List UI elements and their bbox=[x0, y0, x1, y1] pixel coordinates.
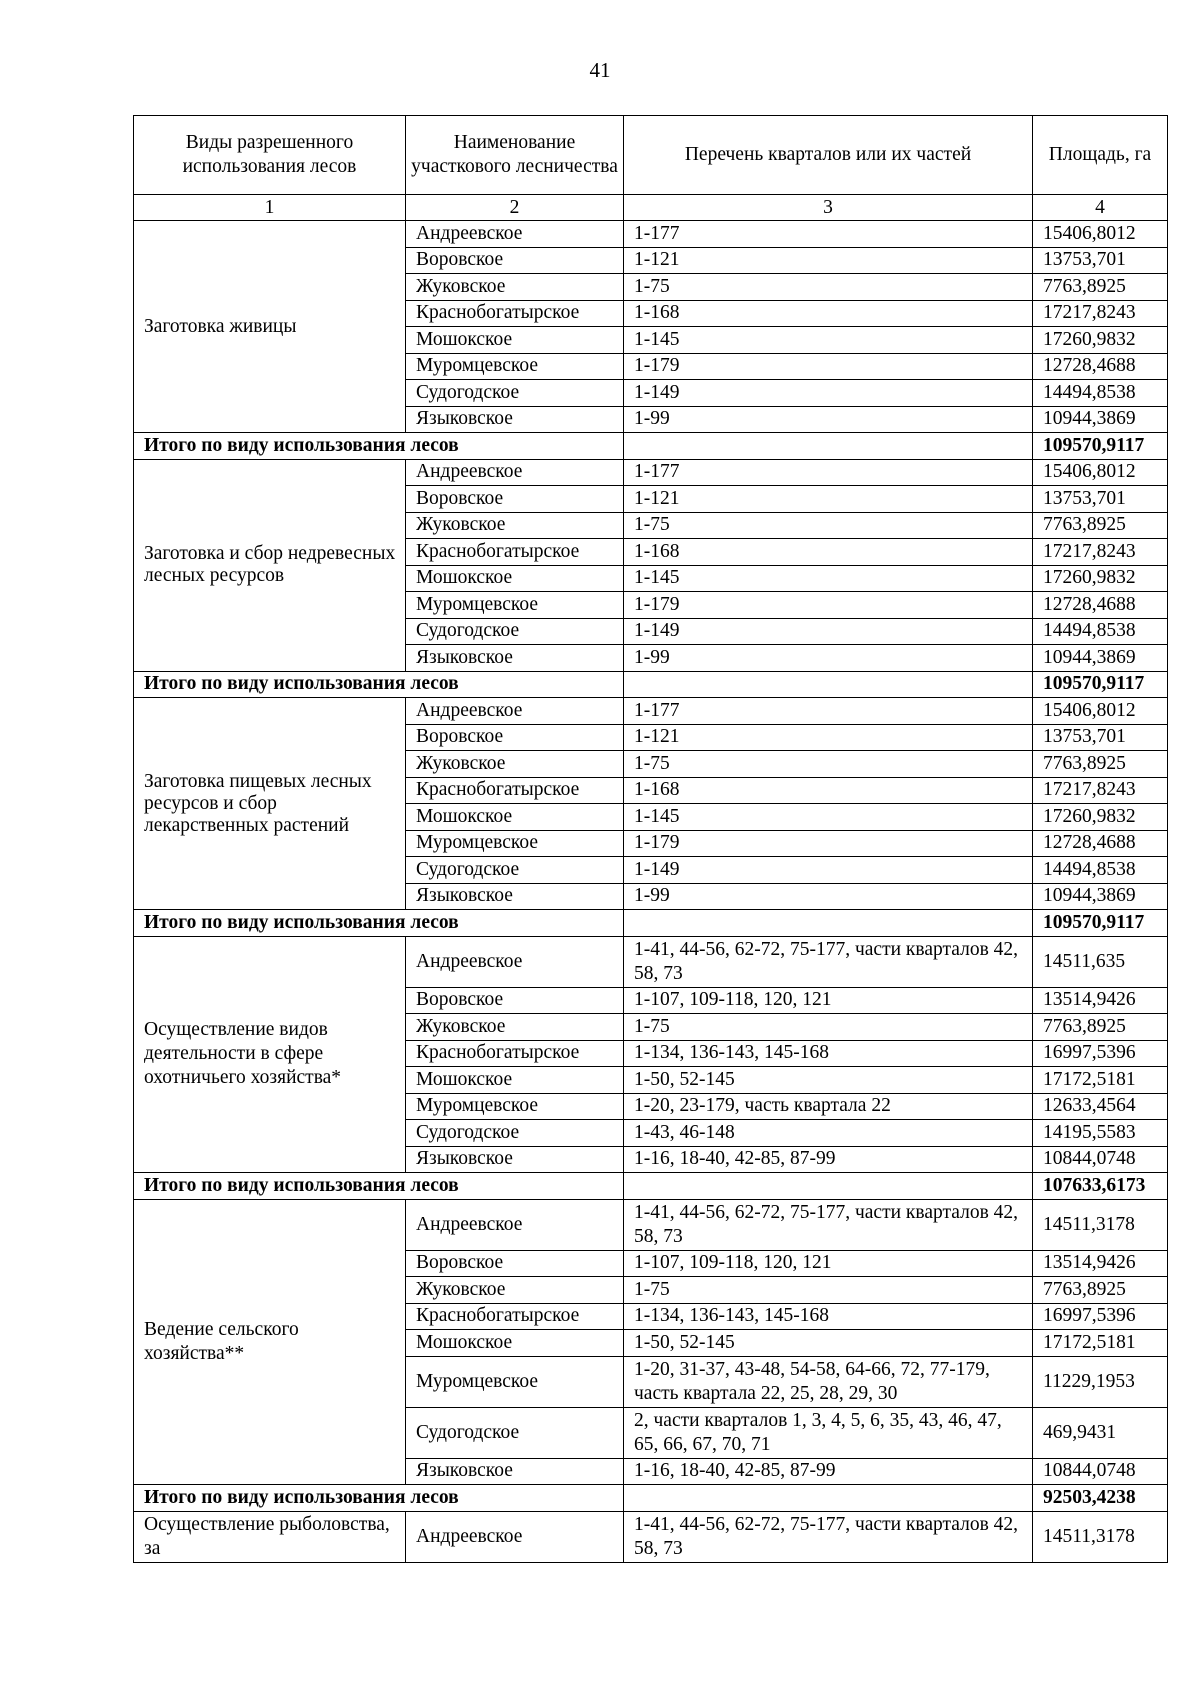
area-cell: 15406,8012 bbox=[1033, 698, 1168, 725]
total-row bbox=[134, 910, 1168, 937]
forestry-cell: Муромцевское bbox=[406, 1093, 624, 1120]
quarters-cell: 1-50, 52-145 bbox=[624, 1067, 1033, 1094]
quarters-cell: 1-20, 23-179, часть квартала 22 bbox=[624, 1093, 1033, 1120]
area-cell: 14195,5583 bbox=[1033, 1120, 1168, 1147]
quarters-cell: 1-149 bbox=[624, 380, 1033, 407]
total-label: Итого по виду использования лесов bbox=[134, 671, 624, 698]
area-cell: 7763,8925 bbox=[1033, 1014, 1168, 1041]
forestry-cell: Судогодское bbox=[406, 380, 624, 407]
quarters-cell: 1-177 bbox=[624, 459, 1033, 486]
total-row bbox=[134, 433, 1168, 460]
header-kind: Виды разрешенного использования лесов bbox=[134, 116, 406, 195]
total-empty-cell bbox=[624, 1485, 1033, 1512]
area-cell: 17172,5181 bbox=[1033, 1330, 1168, 1357]
forestry-cell: Судогодское bbox=[406, 1407, 624, 1458]
column-number-row bbox=[134, 195, 1168, 221]
quarters-cell: 1-134, 136-143, 145-168 bbox=[624, 1303, 1033, 1330]
table-row bbox=[134, 1199, 1168, 1250]
area-cell: 15406,8012 bbox=[1033, 459, 1168, 486]
quarters-cell: 1-75 bbox=[624, 1014, 1033, 1041]
quarters-cell: 1-177 bbox=[624, 221, 1033, 248]
use-kind-cell: Осуществление рыболовства, за bbox=[134, 1511, 406, 1562]
quarters-cell: 1-99 bbox=[624, 645, 1033, 672]
area-cell: 7763,8925 bbox=[1033, 274, 1168, 301]
total-label: Итого по виду использования лесов bbox=[134, 1485, 624, 1512]
quarters-cell: 1-168 bbox=[624, 300, 1033, 327]
forestry-cell: Краснобогатырское bbox=[406, 539, 624, 566]
quarters-cell: 1-145 bbox=[624, 327, 1033, 354]
area-cell: 17217,8243 bbox=[1033, 539, 1168, 566]
column-number: 4 bbox=[1033, 195, 1168, 221]
total-label: Итого по виду использования лесов bbox=[134, 433, 624, 460]
area-cell: 17260,9832 bbox=[1033, 565, 1168, 592]
forestry-cell: Андреевское bbox=[406, 221, 624, 248]
area-cell: 7763,8925 bbox=[1033, 1277, 1168, 1304]
area-cell: 10944,3869 bbox=[1033, 883, 1168, 910]
area-cell: 16997,5396 bbox=[1033, 1040, 1168, 1067]
forestry-cell: Мошокское bbox=[406, 1067, 624, 1094]
total-value: 107633,6173 bbox=[1033, 1173, 1168, 1200]
area-cell: 13753,701 bbox=[1033, 247, 1168, 274]
column-number: 3 bbox=[624, 195, 1033, 221]
forestry-cell: Мошокское bbox=[406, 565, 624, 592]
forestry-cell: Мошокское bbox=[406, 804, 624, 831]
area-cell: 469,9431 bbox=[1033, 1407, 1168, 1458]
forestry-cell: Краснобогатырское bbox=[406, 300, 624, 327]
table-row bbox=[134, 698, 1168, 725]
forestry-cell: Языковское bbox=[406, 1146, 624, 1173]
area-cell: 13514,9426 bbox=[1033, 987, 1168, 1014]
quarters-cell: 1-50, 52-145 bbox=[624, 1330, 1033, 1357]
quarters-cell: 1-75 bbox=[624, 751, 1033, 778]
area-cell: 10844,0748 bbox=[1033, 1146, 1168, 1173]
area-cell: 14511,3178 bbox=[1033, 1511, 1168, 1562]
forestry-cell: Краснобогатырское bbox=[406, 1303, 624, 1330]
forestry-cell: Воровское bbox=[406, 987, 624, 1014]
forestry-cell: Судогодское bbox=[406, 618, 624, 645]
area-cell: 16997,5396 bbox=[1033, 1303, 1168, 1330]
area-cell: 14494,8538 bbox=[1033, 618, 1168, 645]
forestry-cell: Андреевское bbox=[406, 1511, 624, 1562]
area-cell: 13753,701 bbox=[1033, 724, 1168, 751]
use-kind-cell: Заготовка пищевых лесных ресурсов и сбор лекарственных растений bbox=[134, 698, 406, 910]
forestry-cell: Краснобогатырское bbox=[406, 1040, 624, 1067]
header-quarters: Перечень кварталов или их частей bbox=[624, 116, 1033, 195]
quarters-cell: 1-168 bbox=[624, 777, 1033, 804]
forestry-cell: Языковское bbox=[406, 406, 624, 433]
area-cell: 13753,701 bbox=[1033, 486, 1168, 513]
column-number: 2 bbox=[406, 195, 624, 221]
forestry-cell: Жуковское bbox=[406, 1014, 624, 1041]
quarters-cell: 1-41, 44-56, 62-72, 75-177, части кварталов 42, 58, 73 bbox=[624, 1199, 1033, 1250]
quarters-cell: 1-179 bbox=[624, 830, 1033, 857]
forestry-cell: Краснобогатырское bbox=[406, 777, 624, 804]
quarters-cell: 1-75 bbox=[624, 1277, 1033, 1304]
forestry-cell: Судогодское bbox=[406, 1120, 624, 1147]
table-row bbox=[134, 459, 1168, 486]
area-cell: 11229,1953 bbox=[1033, 1356, 1168, 1407]
quarters-cell: 1-121 bbox=[624, 247, 1033, 274]
table-body bbox=[134, 221, 1168, 1563]
quarters-cell: 1-168 bbox=[624, 539, 1033, 566]
forestry-cell: Языковское bbox=[406, 1458, 624, 1485]
quarters-cell: 1-121 bbox=[624, 486, 1033, 513]
forestry-cell: Муромцевское bbox=[406, 353, 624, 380]
area-cell: 10944,3869 bbox=[1033, 645, 1168, 672]
area-cell: 14494,8538 bbox=[1033, 857, 1168, 884]
table-row bbox=[134, 221, 1168, 248]
quarters-cell: 2, части кварталов 1, 3, 4, 5, 6, 35, 43, 46, 47, 65, 66, 67, 70, 71 bbox=[624, 1407, 1033, 1458]
quarters-cell: 1-75 bbox=[624, 274, 1033, 301]
forestry-cell: Андреевское bbox=[406, 459, 624, 486]
forestry-cell: Жуковское bbox=[406, 1277, 624, 1304]
quarters-cell: 1-121 bbox=[624, 724, 1033, 751]
forestry-cell: Андреевское bbox=[406, 936, 624, 987]
quarters-cell: 1-177 bbox=[624, 698, 1033, 725]
quarters-cell: 1-107, 109-118, 120, 121 bbox=[624, 1250, 1033, 1277]
forestry-cell: Воровское bbox=[406, 247, 624, 274]
area-cell: 12728,4688 bbox=[1033, 353, 1168, 380]
use-kind-cell: Осуществление видов деятельности в сфере охотничьего хозяйства* bbox=[134, 936, 406, 1173]
total-value: 109570,9117 bbox=[1033, 433, 1168, 460]
table-row bbox=[134, 936, 1168, 987]
header-area: Площадь, га bbox=[1033, 116, 1168, 195]
quarters-cell: 1-16, 18-40, 42-85, 87-99 bbox=[624, 1146, 1033, 1173]
area-cell: 14494,8538 bbox=[1033, 380, 1168, 407]
quarters-cell: 1-107, 109-118, 120, 121 bbox=[624, 987, 1033, 1014]
total-label: Итого по виду использования лесов bbox=[134, 1173, 624, 1200]
area-cell: 17217,8243 bbox=[1033, 777, 1168, 804]
forestry-cell: Мошокское bbox=[406, 1330, 624, 1357]
total-empty-cell bbox=[624, 1173, 1033, 1200]
forestry-cell: Мошокское bbox=[406, 327, 624, 354]
forestry-cell: Воровское bbox=[406, 724, 624, 751]
total-label: Итого по виду использования лесов bbox=[134, 910, 624, 937]
quarters-cell: 1-99 bbox=[624, 883, 1033, 910]
total-row bbox=[134, 1173, 1168, 1200]
area-cell: 17260,9832 bbox=[1033, 804, 1168, 831]
quarters-cell: 1-75 bbox=[624, 512, 1033, 539]
forestry-cell: Муромцевское bbox=[406, 592, 624, 619]
quarters-cell: 1-16, 18-40, 42-85, 87-99 bbox=[624, 1458, 1033, 1485]
area-cell: 17217,8243 bbox=[1033, 300, 1168, 327]
forestry-cell: Воровское bbox=[406, 1250, 624, 1277]
area-cell: 14511,3178 bbox=[1033, 1199, 1168, 1250]
forest-use-table bbox=[133, 115, 1168, 1563]
area-cell: 14511,635 bbox=[1033, 936, 1168, 987]
forestry-cell: Муромцевское bbox=[406, 1356, 624, 1407]
total-row bbox=[134, 1485, 1168, 1512]
area-cell: 7763,8925 bbox=[1033, 751, 1168, 778]
total-row bbox=[134, 671, 1168, 698]
total-empty-cell bbox=[624, 910, 1033, 937]
forestry-cell: Языковское bbox=[406, 883, 624, 910]
area-cell: 15406,8012 bbox=[1033, 221, 1168, 248]
use-kind-cell: Ведение сельского хозяйства** bbox=[134, 1199, 406, 1485]
quarters-cell: 1-41, 44-56, 62-72, 75-177, части кварталов 42, 58, 73 bbox=[624, 1511, 1033, 1562]
forestry-cell: Воровское bbox=[406, 486, 624, 513]
quarters-cell: 1-149 bbox=[624, 618, 1033, 645]
area-cell: 12728,4688 bbox=[1033, 592, 1168, 619]
forestry-cell: Языковское bbox=[406, 645, 624, 672]
column-number: 1 bbox=[134, 195, 406, 221]
area-cell: 12728,4688 bbox=[1033, 830, 1168, 857]
total-empty-cell bbox=[624, 671, 1033, 698]
page-number: 41 bbox=[589, 58, 611, 82]
header-forestry: Наименование участкового лесничества bbox=[406, 116, 624, 195]
total-value: 92503,4238 bbox=[1033, 1485, 1168, 1512]
forestry-cell: Андреевское bbox=[406, 1199, 624, 1250]
quarters-cell: 1-179 bbox=[624, 592, 1033, 619]
quarters-cell: 1-149 bbox=[624, 857, 1033, 884]
area-cell: 17172,5181 bbox=[1033, 1067, 1168, 1094]
quarters-cell: 1-43, 46-148 bbox=[624, 1120, 1033, 1147]
quarters-cell: 1-145 bbox=[624, 565, 1033, 592]
total-value: 109570,9117 bbox=[1033, 910, 1168, 937]
use-kind-cell: Заготовка и сбор недревесных лесных ресурсов bbox=[134, 459, 406, 671]
quarters-cell: 1-99 bbox=[624, 406, 1033, 433]
forestry-cell: Жуковское bbox=[406, 512, 624, 539]
use-kind-cell: Заготовка живицы bbox=[134, 221, 406, 433]
total-value: 109570,9117 bbox=[1033, 671, 1168, 698]
area-cell: 13514,9426 bbox=[1033, 1250, 1168, 1277]
total-empty-cell bbox=[624, 433, 1033, 460]
quarters-cell: 1-145 bbox=[624, 804, 1033, 831]
forestry-cell: Андреевское bbox=[406, 698, 624, 725]
quarters-cell: 1-179 bbox=[624, 353, 1033, 380]
table-row bbox=[134, 1511, 1168, 1562]
area-cell: 10944,3869 bbox=[1033, 406, 1168, 433]
area-cell: 7763,8925 bbox=[1033, 512, 1168, 539]
table-header-row bbox=[134, 116, 1168, 195]
area-cell: 12633,4564 bbox=[1033, 1093, 1168, 1120]
forestry-cell: Жуковское bbox=[406, 274, 624, 301]
forestry-cell: Жуковское bbox=[406, 751, 624, 778]
forestry-cell: Муромцевское bbox=[406, 830, 624, 857]
area-cell: 17260,9832 bbox=[1033, 327, 1168, 354]
quarters-cell: 1-41, 44-56, 62-72, 75-177, части кварталов 42, 58, 73 bbox=[624, 936, 1033, 987]
area-cell: 10844,0748 bbox=[1033, 1458, 1168, 1485]
quarters-cell: 1-134, 136-143, 145-168 bbox=[624, 1040, 1033, 1067]
forestry-cell: Судогодское bbox=[406, 857, 624, 884]
quarters-cell: 1-20, 31-37, 43-48, 54-58, 64-66, 72, 77-179, часть квартала 22, 25, 28, 29, 30 bbox=[624, 1356, 1033, 1407]
